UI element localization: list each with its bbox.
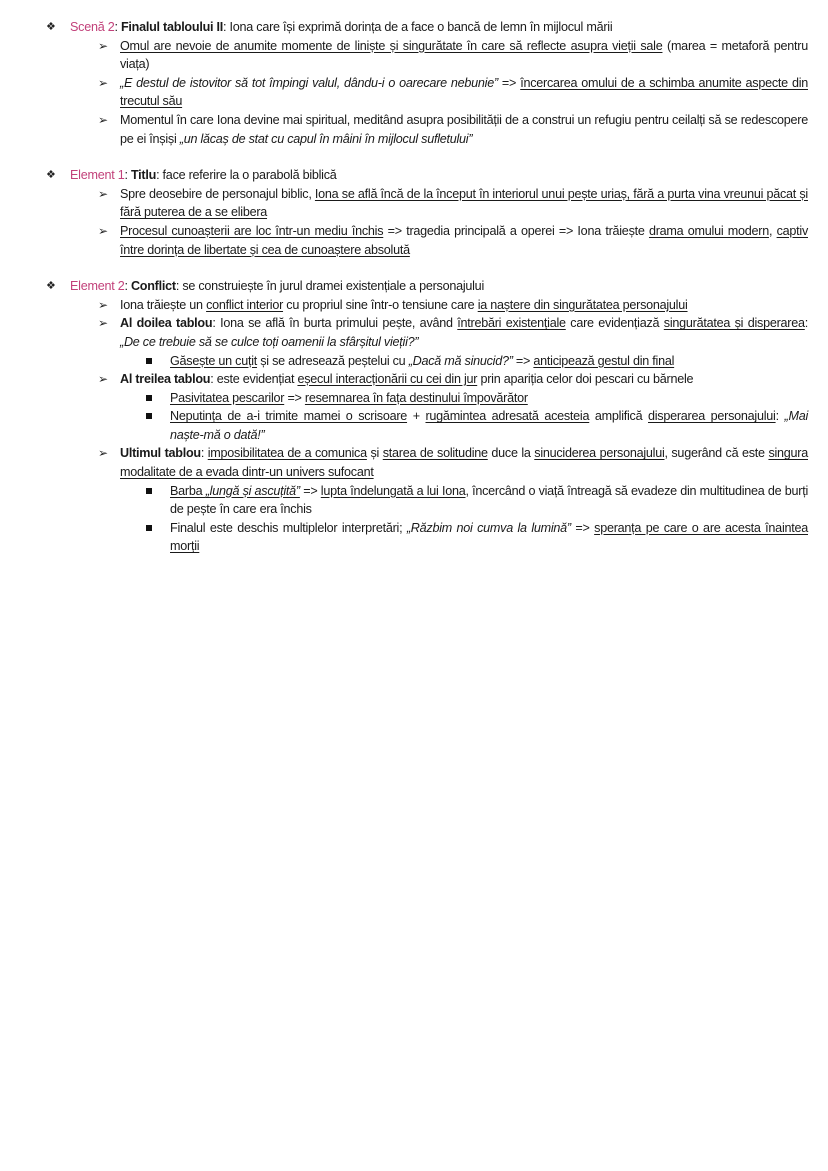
text-run: : xyxy=(124,279,131,294)
text-run: speranța pe care o are acesta înaintea morții xyxy=(170,520,808,554)
square-bullet-icon xyxy=(146,525,152,531)
square-bullet-icon xyxy=(146,488,152,494)
text-run: „Mai naște-mă o dată!” xyxy=(170,409,809,442)
text-run: starea de solitudine xyxy=(382,446,488,461)
text-run: captiv între dorința de libertate și cea de cunoaștere absolută xyxy=(120,223,808,257)
list-item xyxy=(70,444,808,481)
text-run: => xyxy=(299,483,321,498)
text-run: Element 2 xyxy=(70,279,125,294)
arrow-bullet-icon: ➢ xyxy=(98,38,108,53)
text-run: (marea = metaforă pentru viața) xyxy=(120,38,808,72)
arrow-bullet-icon: ➢ xyxy=(98,297,108,312)
text-run: duce la xyxy=(487,446,535,461)
text-run: ia naștere din singurătatea personajului xyxy=(477,297,688,312)
sub-list-item xyxy=(70,482,808,519)
section-heading xyxy=(46,18,808,37)
text-run: : xyxy=(804,316,809,331)
text-run: , xyxy=(768,223,777,238)
text-run: Găsește un cuțit xyxy=(170,353,258,368)
sub-list-item xyxy=(70,407,808,444)
text-run: : face referire la o parabolă biblică xyxy=(156,168,337,183)
text-run: încercarea omului de a schimba anumite aspecte din trecutul său xyxy=(120,75,808,109)
list-item xyxy=(70,296,808,315)
text-run: => xyxy=(512,353,534,368)
arrow-bullet-icon: ➢ xyxy=(98,223,108,238)
diamond-bullet-icon: ❖ xyxy=(46,280,56,293)
text-run: sinuciderea personajului xyxy=(534,446,665,461)
text-run: anticipează gestul din final xyxy=(533,353,675,368)
text-run: : este evidențiat xyxy=(210,372,298,387)
arrow-bullet-icon: ➢ xyxy=(98,446,108,461)
list-item xyxy=(70,222,808,259)
list-item xyxy=(70,111,808,148)
text-run: care evidențiază xyxy=(565,316,664,331)
sub-list-item xyxy=(70,352,808,371)
text-run: „E destul de istovitor să tot împingi valul, dându-i o oarecare nebunie” xyxy=(120,75,498,90)
text-run: => tragedia principală a operei => Iona trăiește xyxy=(383,223,649,238)
sub-list-item xyxy=(70,389,808,408)
text-run: Iona trăiește un xyxy=(120,297,207,312)
text-run: : xyxy=(114,20,121,34)
list-item xyxy=(70,185,808,222)
square-bullet-icon xyxy=(146,358,152,364)
text-run: => xyxy=(497,75,521,90)
text-run: Neputința de a-i trimite mamei o scrisoare xyxy=(170,409,408,424)
text-run: + xyxy=(407,409,426,424)
text-run: : Iona se află în burta primului pește, având xyxy=(212,316,458,331)
text-run: „un lăcaș de stat cu capul în mâini în mijlocul sufletului” xyxy=(179,131,473,146)
arrow-bullet-icon: ➢ xyxy=(98,112,108,127)
text-run: singura modalitate de a evada dintr-un univers sufocant xyxy=(120,446,808,480)
text-run: și xyxy=(366,446,383,461)
text-run: Ultimul tablou xyxy=(120,446,201,461)
diamond-bullet-icon: ❖ xyxy=(46,169,56,182)
section-heading xyxy=(46,166,808,185)
text-run: Momentul în care Iona devine mai spiritual, meditând asupra posibilității de a construi un refugiu pentru ceilalți să se redescopere pe ei înșiși xyxy=(120,112,808,146)
text-run: Scenă 2 xyxy=(70,20,115,34)
text-run: imposibilitatea de a comunica xyxy=(207,446,367,461)
list-item xyxy=(70,314,808,351)
text-run: cu propriul sine într-o tensiune care xyxy=(283,297,478,312)
diamond-bullet-icon: ❖ xyxy=(46,21,56,33)
text-run: : se construiește în jurul dramei existențiale a personajului xyxy=(175,279,484,294)
arrow-bullet-icon: ➢ xyxy=(98,316,108,331)
text-run: Spre deosebire de personajul biblic, xyxy=(120,186,315,201)
text-run: resemnarea în fața destinului împovărător xyxy=(304,390,528,405)
text-run: Barba xyxy=(170,483,206,498)
text-run: Conflict xyxy=(130,279,176,294)
text-run: => xyxy=(570,520,595,535)
text-run: Finalul este deschis multiplelor interpretări; xyxy=(170,520,407,535)
text-run: întrebări existențiale xyxy=(457,316,566,331)
list-item xyxy=(70,37,808,74)
text-run: , sugerând că este xyxy=(664,446,769,461)
arrow-bullet-icon: ➢ xyxy=(98,372,108,387)
text-run: lupta îndelungată a lui Iona xyxy=(320,483,466,498)
text-run: rugămintea adresată acesteia xyxy=(425,409,590,424)
text-run: Procesul cunoașterii are loc într-un mediu închis xyxy=(120,223,384,238)
text-run: „Dacă mă sinucid?” xyxy=(408,353,513,368)
section xyxy=(0,277,828,556)
text-run: eșecul interacționării cu cei din jur xyxy=(297,372,478,387)
text-run: : xyxy=(775,409,785,424)
document-page xyxy=(0,0,828,556)
square-bullet-icon xyxy=(146,413,152,419)
sub-list-item xyxy=(70,519,808,556)
text-run: => xyxy=(284,390,305,405)
text-run: : xyxy=(124,168,131,183)
text-run: conflict interior xyxy=(206,297,284,312)
text-run: drama omului modern xyxy=(648,223,769,238)
text-run: Al doilea tablou xyxy=(120,316,213,331)
text-run: Al treilea tablou xyxy=(120,372,211,387)
text-run: „Răzbim noi cumva la lumină” xyxy=(406,520,571,535)
text-run: și se adresează peștelui cu xyxy=(257,353,409,368)
text-run: disperarea personajului xyxy=(648,409,776,424)
arrow-bullet-icon: ➢ xyxy=(98,75,108,90)
text-run: : Iona care își exprimă dorința de a face o bancă de lemn în mijlocul mării xyxy=(223,20,613,34)
text-run: , încercând o viață întreagă să evadeze din multitudinea de burți de pește în care era închis xyxy=(170,483,809,517)
text-run: „lungă și ascuțită” xyxy=(205,483,300,498)
text-run: Omul are nevoie de anumite momente de liniște și singurătate în care să reflecte asupra vieții sale xyxy=(120,38,663,53)
text-run: Titlu xyxy=(130,168,157,183)
text-run: Finalul tabloului II xyxy=(120,20,224,34)
square-bullet-icon xyxy=(146,395,152,401)
section xyxy=(0,166,828,259)
text-run: „De ce trebuie să se culce toți oamenii la sfârșitul vieții?” xyxy=(120,334,419,349)
text-run: Iona se află încă de la început în interiorul unui pește uriaș, fără a purta vina vreunui păcat și fără puterea de a se elibera xyxy=(120,186,808,220)
text-run: prin apariția celor doi pescari cu bărnele xyxy=(477,372,694,387)
section-heading xyxy=(46,277,808,296)
text-run: : xyxy=(200,446,208,461)
text-run: Element 1 xyxy=(70,168,125,183)
section xyxy=(0,18,828,148)
list-item xyxy=(70,370,808,389)
text-run: singurătatea și disperarea xyxy=(663,316,805,331)
text-run: amplifică xyxy=(589,409,648,424)
list-item xyxy=(70,74,808,111)
text-run: Pasivitatea pescarilor xyxy=(170,390,285,405)
arrow-bullet-icon: ➢ xyxy=(98,186,108,201)
